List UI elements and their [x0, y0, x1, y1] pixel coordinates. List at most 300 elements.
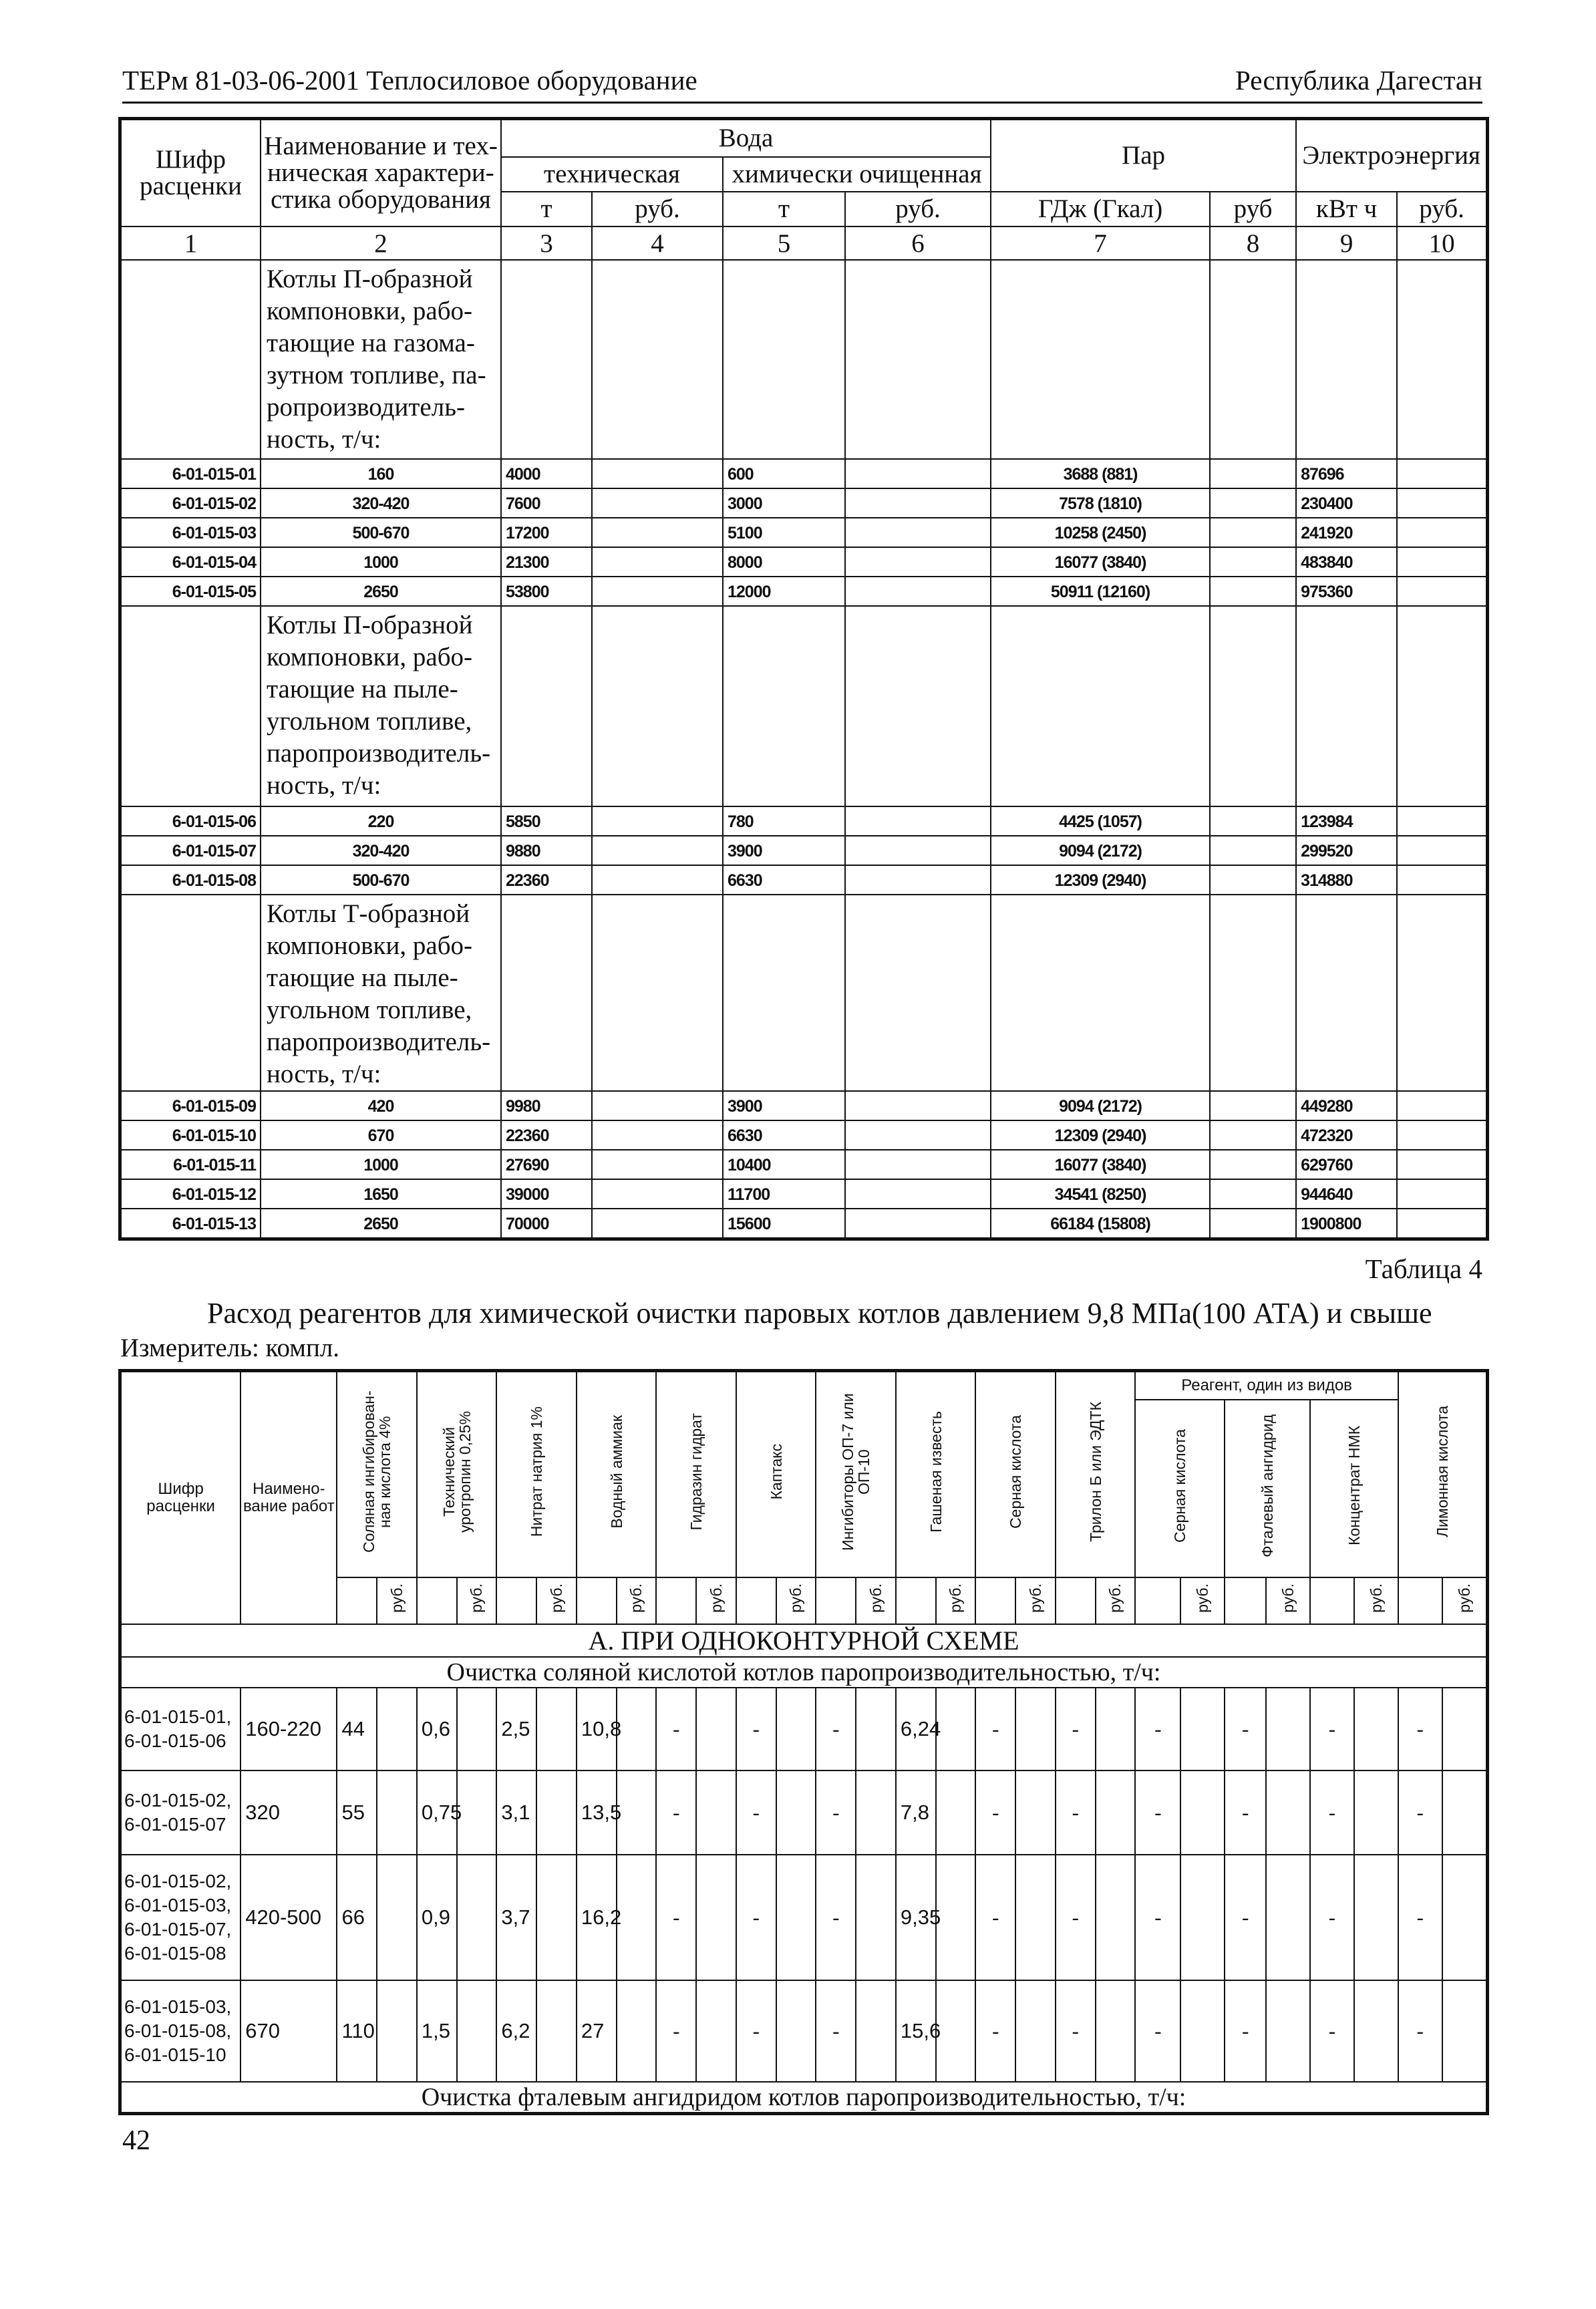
power-kwh: 483840	[1296, 547, 1397, 577]
reagent-qty: 2,5	[496, 1688, 536, 1771]
chem-water-rub	[845, 459, 991, 488]
reagent-qty: 3,7	[496, 1855, 536, 1980]
reagent-rub	[936, 1771, 976, 1855]
empty-cell	[1397, 606, 1486, 806]
empty-cell	[991, 606, 1210, 806]
row-code: 6-01-015-07	[124, 1814, 226, 1835]
row-capacity: 320-420	[261, 488, 501, 518]
power-rub	[1397, 865, 1486, 895]
empty-cell	[592, 260, 723, 459]
col-head-reagent	[1310, 1400, 1398, 1577]
col-head-rub	[1015, 1577, 1056, 1624]
reagent-name: Трилон Б или ЭДТК	[1086, 1402, 1104, 1542]
power-kwh: 241920	[1296, 518, 1397, 547]
reagent-rub	[1180, 1688, 1225, 1771]
empty-cell	[896, 1577, 936, 1624]
table-row	[121, 836, 1486, 865]
table-row	[121, 577, 1486, 606]
table-row	[121, 547, 1486, 577]
reagent-rub	[856, 1855, 896, 1980]
steam-rub	[1210, 806, 1296, 836]
reagent-rub	[617, 1771, 657, 1855]
row-code: 6-01-015-02	[121, 488, 261, 518]
empty-cell	[501, 895, 592, 1091]
empty-cell	[577, 1577, 617, 1624]
column-number: 8	[1210, 226, 1296, 260]
tech-water-rub	[592, 488, 723, 518]
row-capacity: 320-420	[261, 836, 501, 865]
tech-water-rub	[592, 836, 723, 865]
rub-label: руб.	[947, 1583, 965, 1613]
reagent-rub	[536, 1855, 577, 1980]
empty-cell	[501, 606, 592, 806]
chem-water-t: 8000	[723, 547, 845, 577]
empty-cell	[723, 260, 845, 459]
power-rub	[1397, 1150, 1486, 1179]
chem-water-rub	[845, 1179, 991, 1209]
section-row	[121, 1624, 1486, 1657]
empty-cell	[496, 1577, 536, 1624]
column-number: 4	[592, 226, 723, 260]
page-number: 42	[122, 2125, 150, 2156]
row-code: 6-01-015-07	[121, 836, 261, 865]
column-number: 10	[1397, 226, 1486, 260]
reagent-qty: -	[1398, 1771, 1442, 1855]
tech-water-rub	[592, 806, 723, 836]
reagent-qty: 0,6	[417, 1688, 457, 1771]
steam-rub	[1210, 1150, 1296, 1179]
col-head-rub	[1180, 1577, 1225, 1624]
reagent-qty: -	[736, 1980, 776, 2082]
reagent-rub	[936, 1688, 976, 1771]
empty-cell	[417, 1577, 457, 1624]
steam-rub	[1210, 547, 1296, 577]
steam-gj: 4425 (1057)	[991, 806, 1210, 836]
table-row	[121, 1091, 1486, 1120]
row-capacity: 220	[261, 806, 501, 836]
steam-gj: 12309 (2940)	[991, 865, 1210, 895]
steam-gj: 16077 (3840)	[991, 1150, 1210, 1179]
power-rub	[1397, 1179, 1486, 1209]
reagent-qty: 9,35	[896, 1855, 936, 1980]
power-rub	[1397, 1091, 1486, 1120]
table-row	[121, 1209, 1486, 1238]
reagent-qty: 3,1	[496, 1771, 536, 1855]
reagent-qty: 1,5	[417, 1980, 457, 2082]
row-code: 6-01-015-03	[121, 518, 261, 547]
empty-cell	[121, 260, 261, 459]
chem-water-t: 5100	[723, 518, 845, 547]
col-head-unit: ГДж (Гкал)	[991, 192, 1210, 226]
chem-water-rub	[845, 1150, 991, 1179]
reagent-qty: 44	[337, 1688, 377, 1771]
tech-water-t: 7600	[501, 488, 592, 518]
reagent-qty: -	[816, 1688, 856, 1771]
reagent-name: Гидразин гидрат	[687, 1413, 705, 1531]
reagent-qty: -	[1056, 1855, 1096, 1980]
col-head-unit: кВт ч	[1296, 192, 1397, 226]
reagent-qty: 110	[337, 1980, 377, 2082]
col-head-reagent	[1398, 1372, 1486, 1577]
reagent-qty: 15,6	[896, 1980, 936, 2082]
reagent-qty: -	[656, 1980, 696, 2082]
power-rub	[1397, 836, 1486, 865]
reagent-name: Ингибиторы ОП-7 или ОП-10	[838, 1393, 873, 1551]
rub-label: руб.	[1367, 1583, 1385, 1613]
empty-cell	[845, 895, 991, 1091]
reagent-rub	[776, 1688, 816, 1771]
chem-water-rub	[845, 865, 991, 895]
reagent-rub	[1266, 1855, 1310, 1980]
row-code: 6-01-015-03,	[124, 1996, 232, 2017]
reagent-qty: -	[816, 1980, 856, 2082]
tech-water-t: 9980	[501, 1091, 592, 1120]
row-code: 6-01-015-01,	[124, 1706, 232, 1727]
tech-water-t: 21300	[501, 547, 592, 577]
reagent-qty: -	[1135, 1688, 1180, 1771]
reagent-rub	[1266, 1688, 1310, 1771]
table-row	[121, 1771, 1486, 1855]
tech-water-rub	[592, 459, 723, 488]
chem-water-t: 15600	[723, 1209, 845, 1238]
reagent-rub	[856, 1771, 896, 1855]
reagent-name: Концентрат НМК	[1345, 1426, 1363, 1546]
rub-label: руб.	[707, 1583, 725, 1613]
empty-cell	[723, 606, 845, 806]
row-work-name: 160-220	[241, 1688, 337, 1771]
chem-water-rub	[845, 836, 991, 865]
tech-water-t: 17200	[501, 518, 592, 547]
chem-water-t: 10400	[723, 1150, 845, 1179]
steam-rub	[1210, 577, 1296, 606]
steam-gj: 3688 (881)	[991, 459, 1210, 488]
col-head-rub	[617, 1577, 657, 1624]
group-title: Котлы П-образной компоновки, рабо-тающие на пыле-угольном топливе, паропроизводитель-ность, т/ч:	[261, 606, 501, 806]
reagent-qty: -	[736, 1771, 776, 1855]
chem-water-t: 3900	[723, 1091, 845, 1120]
empty-cell	[592, 895, 723, 1091]
reagent-name: Нитрат натрия 1%	[528, 1406, 546, 1537]
reagent-qty: -	[1135, 1980, 1180, 2082]
reagent-qty: -	[1310, 1688, 1354, 1771]
empty-cell	[723, 895, 845, 1091]
row-code: 6-01-015-11	[121, 1150, 261, 1179]
empty-cell	[1056, 1577, 1096, 1624]
reagent-qty: -	[736, 1855, 776, 1980]
chem-water-t: 3000	[723, 488, 845, 518]
reagent-rub	[1442, 1980, 1486, 2082]
subsection-title: Очистка соляной кислотой котлов паропроизводительностью, т/ч:	[121, 1657, 1486, 1688]
empty-cell	[1210, 606, 1296, 806]
reagent-rub	[377, 1688, 417, 1771]
reagent-name: Серная кислота	[1171, 1429, 1189, 1543]
chem-water-t: 11700	[723, 1179, 845, 1209]
row-code: 6-01-015-08,	[124, 2020, 232, 2041]
empty-cell	[1135, 1577, 1180, 1624]
tech-water-t: 27690	[501, 1150, 592, 1179]
reagent-qty: 10,8	[577, 1688, 617, 1771]
reagent-qty: -	[816, 1771, 856, 1855]
column-number: 7	[991, 226, 1210, 260]
running-header-title: ТЕРм 81-03-06-2001 Теплосиловое оборудование	[122, 65, 697, 96]
row-code: 6-01-015-01	[121, 459, 261, 488]
steam-gj: 9094 (2172)	[991, 836, 1210, 865]
subsection-row	[121, 2082, 1486, 2113]
row-capacity: 1000	[261, 1150, 501, 1179]
reagent-qty: -	[1225, 1771, 1266, 1855]
power-kwh: 299520	[1296, 836, 1397, 865]
col-head-tech-water: техническая	[501, 157, 723, 192]
column-number: 6	[845, 226, 991, 260]
row-capacity: 500-670	[261, 518, 501, 547]
row-code: 6-01-015-06	[124, 1730, 226, 1751]
row-code: 6-01-015-06	[121, 806, 261, 836]
power-kwh: 472320	[1296, 1120, 1397, 1150]
steam-gj: 12309 (2940)	[991, 1120, 1210, 1150]
col-head-rub	[936, 1577, 976, 1624]
column-number-row	[121, 226, 1486, 260]
reagent-qty: -	[975, 1855, 1015, 1980]
reagents-table	[120, 1371, 1487, 2113]
reagent-qty: 27	[577, 1980, 617, 2082]
steam-rub	[1210, 1091, 1296, 1120]
reagent-qty: -	[656, 1855, 696, 1980]
tech-water-t: 39000	[501, 1179, 592, 1209]
reagent-rub	[617, 1688, 657, 1771]
reagent-rub	[776, 1980, 816, 2082]
table-title: Расход реагентов для химической очистки паровых котлов давлением 9,8 МПа(100 АТА) и свыше	[207, 1297, 1432, 1330]
power-rub	[1397, 806, 1486, 836]
row-work-name: 420-500	[241, 1855, 337, 1980]
group-heading-row	[121, 895, 1486, 1091]
reagent-rub	[377, 1855, 417, 1980]
reagent-qty: -	[975, 1771, 1015, 1855]
reagent-rub	[776, 1771, 816, 1855]
empty-cell	[121, 895, 261, 1091]
reagent-rub	[536, 1688, 577, 1771]
col-head-power: Электроэнергия	[1296, 120, 1486, 192]
row-codes	[121, 1771, 241, 1855]
group-heading-row	[121, 606, 1486, 806]
power-kwh: 87696	[1296, 459, 1397, 488]
reagent-name: Технический уротропин 0,25%	[440, 1410, 474, 1533]
group-title: Котлы Т-образной компоновки, рабо-тающие на пыле-угольном топливе, паропроизводитель-ность, т/ч:	[261, 895, 501, 1091]
empty-cell	[1225, 1577, 1266, 1624]
power-rub	[1397, 459, 1486, 488]
empty-cell	[991, 260, 1210, 459]
col-head-reagent	[1135, 1400, 1225, 1577]
group-title: Котлы П-образной компоновки, рабо-тающие на газома-зутном топливе, па-ропроизводитель-ность, т/ч:	[261, 260, 501, 459]
reagent-rub	[856, 1980, 896, 2082]
col-head-unit: руб.	[845, 192, 991, 226]
power-kwh: 975360	[1296, 577, 1397, 606]
tech-water-t: 70000	[501, 1209, 592, 1238]
empty-cell	[592, 606, 723, 806]
steam-rub	[1210, 1179, 1296, 1209]
steam-rub	[1210, 518, 1296, 547]
reagent-rub	[1266, 1771, 1310, 1855]
reagent-rub	[1442, 1771, 1486, 1855]
chem-water-t: 600	[723, 459, 845, 488]
steam-rub	[1210, 488, 1296, 518]
steam-gj: 7578 (1810)	[991, 488, 1210, 518]
reagent-qty: -	[1056, 1688, 1096, 1771]
reagent-qty: 6,2	[496, 1980, 536, 2082]
power-kwh: 449280	[1296, 1091, 1397, 1120]
reagent-qty: 0,9	[417, 1855, 457, 1980]
row-capacity: 420	[261, 1091, 501, 1120]
empty-cell	[975, 1577, 1015, 1624]
reagent-rub	[1015, 1688, 1056, 1771]
reagent-qty: -	[1310, 1771, 1354, 1855]
power-kwh: 314880	[1296, 865, 1397, 895]
col-head-unit: руб	[1210, 192, 1296, 226]
table-row	[121, 1855, 1486, 1980]
rub-label: руб.	[1279, 1583, 1297, 1613]
chem-water-rub	[845, 488, 991, 518]
reagent-qty: -	[1398, 1688, 1442, 1771]
power-kwh: 230400	[1296, 488, 1397, 518]
reagent-rub	[457, 1980, 497, 2082]
subsection-row	[121, 1657, 1486, 1688]
table-row	[121, 459, 1486, 488]
col-head-chem-water: химически очищенная	[723, 157, 991, 192]
rub-label: руб.	[547, 1583, 565, 1613]
col-head-reagent	[656, 1372, 736, 1577]
power-rub	[1397, 577, 1486, 606]
chem-water-rub	[845, 806, 991, 836]
empty-cell	[736, 1577, 776, 1624]
table-row	[121, 1120, 1486, 1150]
row-code: 6-01-015-10	[124, 2044, 226, 2065]
row-code: 6-01-015-09	[121, 1091, 261, 1120]
rub-label: руб.	[1455, 1583, 1473, 1613]
empty-cell	[1397, 895, 1486, 1091]
reagent-rub	[617, 1980, 657, 2082]
row-capacity: 1000	[261, 547, 501, 577]
reagent-rub	[856, 1688, 896, 1771]
rub-label: руб.	[1026, 1583, 1044, 1613]
empty-cell	[845, 260, 991, 459]
col-head-name: Наименование и тех-ническая характери-стика оборудования	[261, 120, 501, 226]
reagent-rub	[377, 1980, 417, 2082]
reagent-qty: -	[1056, 1980, 1096, 2082]
chem-water-rub	[845, 1120, 991, 1150]
chem-water-rub	[845, 1091, 991, 1120]
rub-label: руб.	[1194, 1583, 1212, 1613]
col-head-unit: т	[501, 192, 592, 226]
steam-gj: 10258 (2450)	[991, 518, 1210, 547]
col-head-reagent	[816, 1372, 895, 1577]
empty-cell	[501, 260, 592, 459]
tech-water-rub	[592, 1120, 723, 1150]
tech-water-rub	[592, 547, 723, 577]
column-number: 1	[121, 226, 261, 260]
reagent-qty: -	[1135, 1771, 1180, 1855]
rub-label: руб.	[468, 1583, 486, 1613]
row-code: 6-01-015-02,	[124, 1790, 232, 1811]
col-head-rub	[377, 1577, 417, 1624]
reagent-rub	[1180, 1980, 1225, 2082]
reagent-qty: -	[1398, 1980, 1442, 2082]
table-row	[121, 1688, 1486, 1771]
col-head-reagent	[1225, 1400, 1310, 1577]
col-head-reagent	[736, 1372, 816, 1577]
rub-label: руб.	[787, 1583, 805, 1613]
reagent-rub	[1015, 1855, 1056, 1980]
row-capacity: 1650	[261, 1179, 501, 1209]
power-kwh: 123984	[1296, 806, 1397, 836]
column-number: 5	[723, 226, 845, 260]
row-work-name: 670	[241, 1980, 337, 2082]
reagent-qty: -	[656, 1688, 696, 1771]
power-rub	[1397, 1120, 1486, 1150]
empty-cell	[1210, 895, 1296, 1091]
chem-water-t: 6630	[723, 1120, 845, 1150]
empty-cell	[816, 1577, 856, 1624]
tech-water-t: 22360	[501, 1120, 592, 1150]
row-capacity: 500-670	[261, 865, 501, 895]
row-capacity: 2650	[261, 1209, 501, 1238]
col-head-rub	[856, 1577, 896, 1624]
reagent-qty: 66	[337, 1855, 377, 1980]
steam-rub	[1210, 1209, 1296, 1238]
reagent-rub	[457, 1855, 497, 1980]
reagent-rub	[1354, 1855, 1398, 1980]
reagent-qty: 55	[337, 1771, 377, 1855]
row-codes	[121, 1980, 241, 2082]
reagent-rub	[1354, 1980, 1398, 2082]
row-codes	[121, 1688, 241, 1771]
reagent-rub	[1354, 1688, 1398, 1771]
tech-water-t: 9880	[501, 836, 592, 865]
tech-water-rub	[592, 577, 723, 606]
col-head-code: Шифр расценки	[121, 1372, 241, 1624]
resources-table	[120, 119, 1487, 1239]
running-header-region: Республика Дагестан	[1235, 65, 1482, 96]
reagent-qty: -	[656, 1771, 696, 1855]
tech-water-rub	[592, 1179, 723, 1209]
reagent-name: Серная кислота	[1007, 1415, 1025, 1529]
tech-water-t: 5850	[501, 806, 592, 836]
table-row	[121, 865, 1486, 895]
col-head-unit: руб.	[592, 192, 723, 226]
reagent-rub	[377, 1771, 417, 1855]
table-row	[121, 1179, 1486, 1209]
reagent-qty: 7,8	[896, 1771, 936, 1855]
row-codes	[121, 1855, 241, 1980]
reagent-rub	[1180, 1855, 1225, 1980]
reagent-qty: -	[816, 1855, 856, 1980]
empty-cell	[1398, 1577, 1442, 1624]
chem-water-rub	[845, 518, 991, 547]
column-number: 2	[261, 226, 501, 260]
tech-water-rub	[592, 1150, 723, 1179]
row-code: 6-01-015-10	[121, 1120, 261, 1150]
col-head-rub	[1096, 1577, 1136, 1624]
reagent-qty: -	[736, 1688, 776, 1771]
rub-label: руб.	[866, 1583, 885, 1613]
col-head-unit: т	[723, 192, 845, 226]
empty-cell	[1310, 1577, 1354, 1624]
tech-water-t: 22360	[501, 865, 592, 895]
reagent-qty: -	[1225, 1688, 1266, 1771]
col-head-code: Шифр расценки	[121, 120, 261, 226]
reagent-rub	[1096, 1771, 1136, 1855]
table-row	[121, 806, 1486, 836]
row-code: 6-01-015-05	[121, 577, 261, 606]
reagent-rub	[1096, 1855, 1136, 1980]
